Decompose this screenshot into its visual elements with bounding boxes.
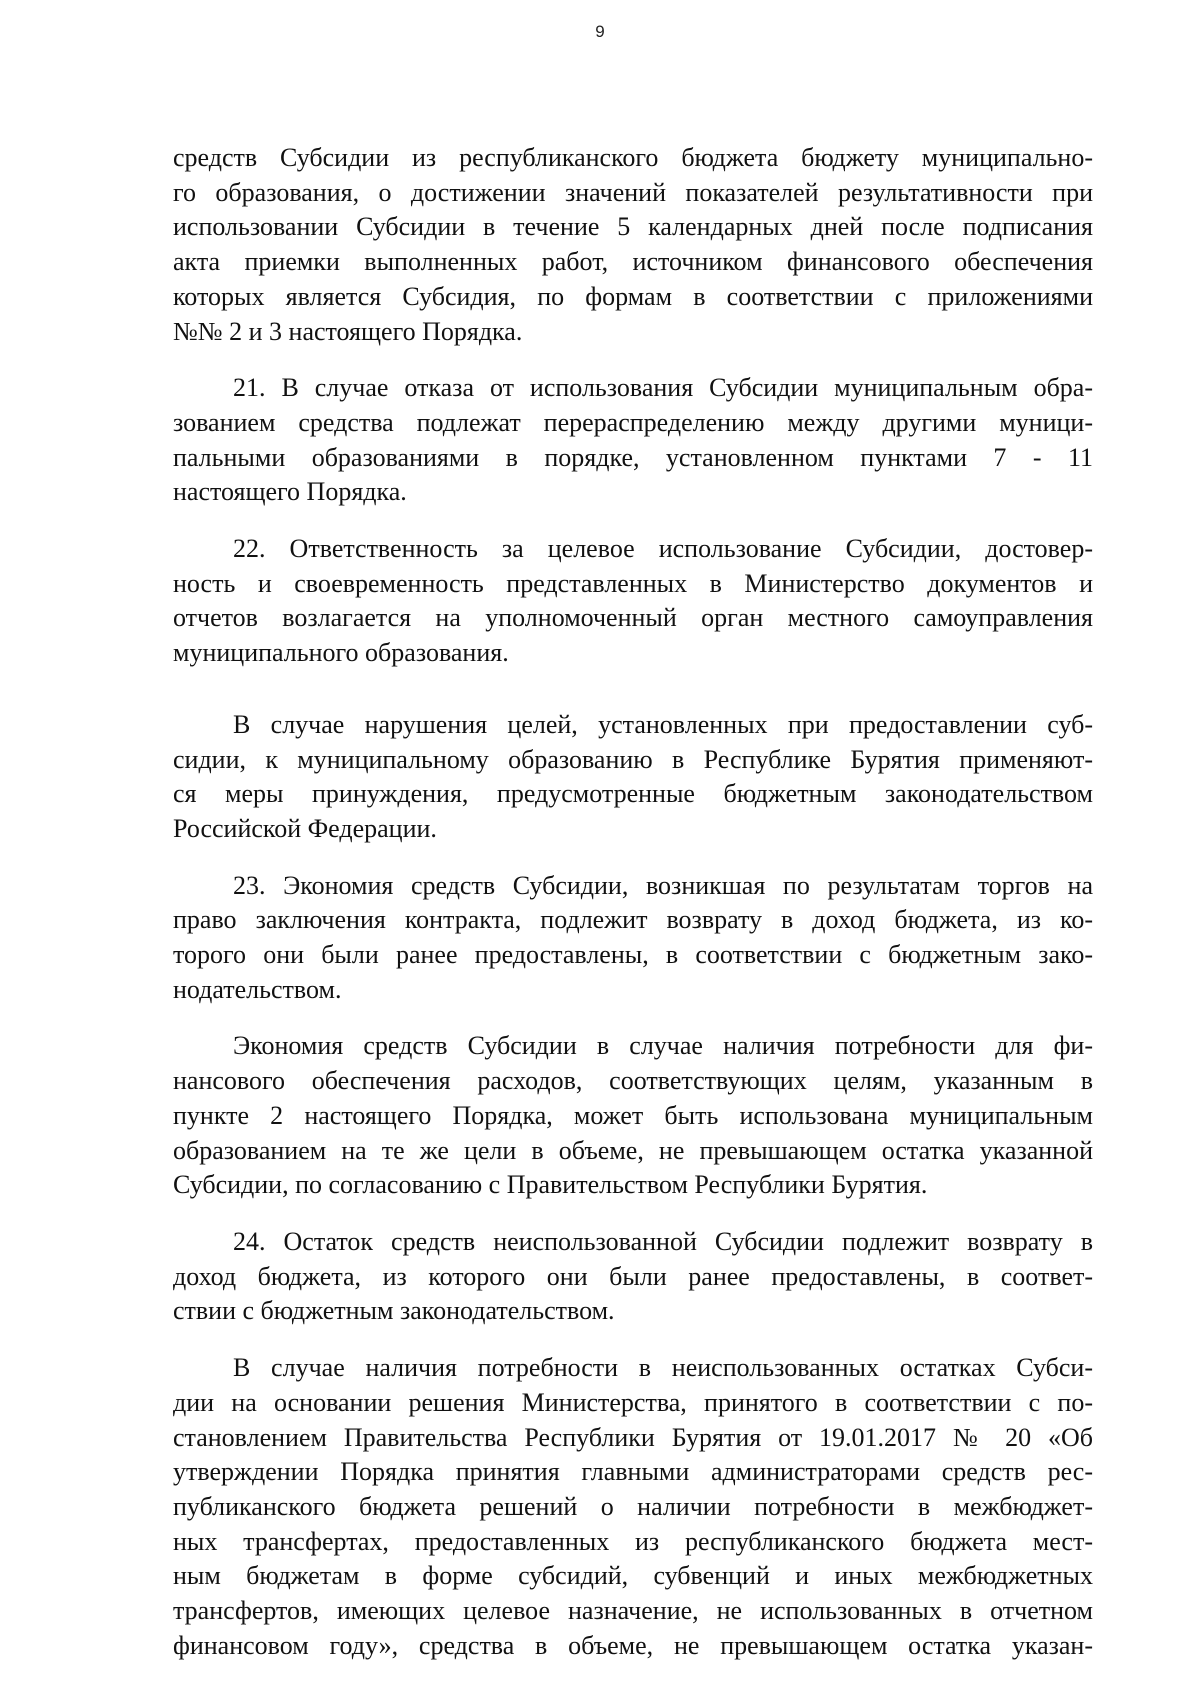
text-line: которых является Субсидия, по формам в соответствии с приложениями bbox=[173, 281, 1093, 311]
text-line: утверждении Порядка принятия главными администраторами средств рес- bbox=[173, 1457, 1093, 1487]
text-line: №№ 2 и 3 настоящего Порядка. bbox=[173, 316, 523, 346]
text-line: го образования, о достижении значений показателей результативности при bbox=[173, 177, 1093, 207]
paragraph-item-23 bbox=[173, 869, 1093, 1008]
text-line: ных трансфертах, предоставленных из республиканского бюджета мест- bbox=[173, 1526, 1093, 1556]
text-line: пальными образованиями в порядке, установленном пунктами 7 - 11 bbox=[173, 442, 1093, 472]
text-line: отчетов возлагается на уполномоченный орган местного самоуправления bbox=[173, 603, 1093, 633]
text-line: ствии с бюджетным законодательством. bbox=[173, 1296, 615, 1326]
text-line: 21. В случае отказа от использования Субсидии муниципальным обра- bbox=[233, 373, 1093, 403]
text-line: трансфертов, имеющих целевое назначение, не использованных в отчетном bbox=[173, 1596, 1093, 1626]
paragraph-violation bbox=[173, 708, 1093, 847]
text-line: ность и своевременность представленных в Министерство документов и bbox=[173, 568, 1093, 598]
text-line: средств Субсидии из республиканского бюджета бюджету муниципально- bbox=[173, 143, 1093, 172]
paragraph-savings bbox=[173, 1029, 1093, 1203]
text-line: Субсидии, по согласованию с Правительством Республики Бурятия. bbox=[173, 1170, 928, 1200]
text-line: дии на основании решения Министерства, принятого в соответствии с по- bbox=[173, 1387, 1093, 1417]
text-line: становлением Правительства Республики Бурятия от 19.01.2017 № 20 «Об bbox=[173, 1422, 1093, 1452]
paragraph-item-22 bbox=[173, 532, 1093, 671]
paragraph-item-24 bbox=[173, 1225, 1093, 1329]
text-line: В случае нарушения целей, установленных при предоставлении суб- bbox=[233, 709, 1093, 739]
page-number: 9 bbox=[595, 22, 605, 41]
text-line: В случае наличия потребности в неиспользованных остатках Субси- bbox=[233, 1353, 1093, 1383]
text-line: муниципального образования. bbox=[173, 638, 509, 668]
text-line: ным бюджетам в форме субсидий, субвенций и иных межбюджетных bbox=[173, 1561, 1093, 1591]
text-line: зованием средства подлежат перераспределению между другими муници- bbox=[173, 407, 1093, 437]
paragraph-continuation bbox=[173, 141, 1093, 349]
text-line: акта приемки выполненных работ, источником финансового обеспечения bbox=[173, 247, 1093, 277]
paragraph-item-21 bbox=[173, 371, 1093, 510]
text-line: Экономия средств Субсидии в случае наличия потребности для фи- bbox=[233, 1031, 1093, 1061]
paragraph-unused-remainder bbox=[173, 1351, 1093, 1663]
text-line: 23. Экономия средств Субсидии, возникшая по результатам торгов на bbox=[233, 870, 1093, 900]
text-line: доход бюджета, из которого они были ранее предоставлены, в соответ- bbox=[173, 1261, 1093, 1291]
text-line: Российской Федерации. bbox=[173, 813, 437, 843]
text-line: образованием на те же цели в объеме, не превышающем остатка указанной bbox=[173, 1135, 1093, 1165]
text-line: 24. Остаток средств неиспользованной Субсидии подлежит возврату в bbox=[233, 1226, 1093, 1256]
text-line: право заключения контракта, подлежит возврату в доход бюджета, из ко- bbox=[173, 905, 1093, 935]
text-line: пункте 2 настоящего Порядка, может быть использована муниципальным bbox=[173, 1100, 1093, 1130]
text-line: нодательством. bbox=[173, 974, 342, 1004]
document-body bbox=[173, 141, 1093, 1663]
text-line: настоящего Порядка. bbox=[173, 477, 407, 507]
text-line: сидии, к муниципальному образованию в Республике Бурятия применяют- bbox=[173, 744, 1093, 774]
text-line: ся меры принуждения, предусмотренные бюджетным законодательством bbox=[173, 779, 1093, 809]
text-line: торого они были ранее предоставлены, в соответствии с бюджетным зако- bbox=[173, 940, 1093, 970]
text-line: финансовом году», средства в объеме, не превышающем остатка указан- bbox=[173, 1630, 1093, 1660]
text-line: нансового обеспечения расходов, соответствующих целям, указанным в bbox=[173, 1066, 1093, 1096]
text-line: публиканского бюджета решений о наличии потребности в межбюджет- bbox=[173, 1491, 1093, 1521]
text-line: 22. Ответственность за целевое использование Субсидии, достовер- bbox=[233, 534, 1093, 564]
text-line: использовании Субсидии в течение 5 календарных дней после подписания bbox=[173, 212, 1093, 242]
